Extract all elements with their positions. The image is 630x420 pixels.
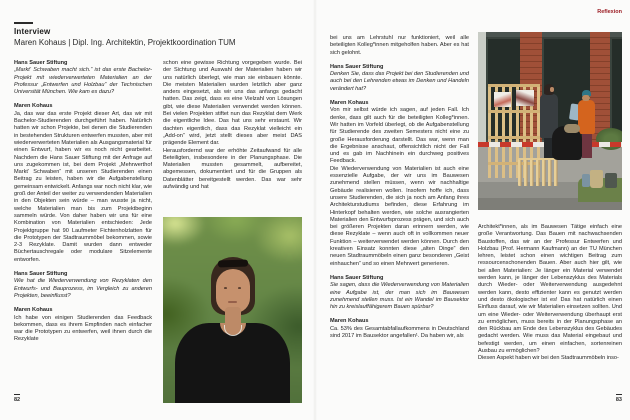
person-face: [550, 87, 554, 92]
interview-answer: Die Wiederverwendung von Materialien ist auch eine essenzielle Aufgabe, der wir uns im Bauwesen zunehmend stellen müssen, wenn wir nachhaltige Gebäude realisieren wollen. Insofern hoffe ich, dass unsere Studierenden, die sich ja noch am Anfang ihres Architekturstudiums befinden, diese Erfahrung im Hinterkopf behalten werden, wie solche ausrangierten Materialien den Entwurfsprozess prägen, und sich auch bei größeren Projekten daran erinnern werden, wie diese Rezyklate – wenn auch oft in vollkommen neuer Funktion – weiterverwendet werden können. Durch den kreativen Einsatz konnten diese „alten Dinge“ den neuen Stadtraummöbeln einen ganz besonderen „Geist einhauchen“ und so einen Mehrwert generieren.: [330, 165, 469, 267]
person-legs: [582, 134, 592, 158]
poster: [516, 90, 534, 106]
interview-question: Sie sagen, dass die Wiederverwendung von Materialien eine Aufgabe ist, der man sich im Bauwesen zunehmend stellen muss. Ist ein Wandel im Bausektor hin zu kreislauffähigerem Bauen spürbar?: [330, 282, 469, 311]
interview-answer: Ich habe von einigen Studierenden das Feedback bekommen, dass es ihrem Empfinden nach einfacher war die Prototypen zu entwerfen, weil ihnen durch die Rezyklate: [14, 314, 152, 343]
kicker-rule: [14, 22, 33, 24]
interview-question: „Markt‘ Schwaben macht sich.“ ist das erste Bachelor-Projekt mit wiederverwerteten Materialien an der Professur „Entwerfen und Holzbau“ der Technischen Universität München. Wie kam es dazu?: [14, 67, 152, 96]
interview-answer: Herausfordernd war der erhöhte Zeitaufwand für alle Beteiligten, insbesondere in der Planungsphase. Die Materialien mussten gesammelt, aufbereitet, abgemessen, dokumentiert und für die Gruppen als Datenblätter bereitgestellt werden. Das war sehr aufwändig und hat: [163, 147, 302, 191]
bag: [590, 170, 603, 188]
speaker-name: Maren Kohaus: [330, 318, 369, 325]
poster: [494, 92, 511, 107]
page-number-right: [616, 394, 622, 403]
text-column-left-1: [14, 60, 152, 392]
bag: [605, 173, 617, 188]
interview-kicker: Interview: [14, 27, 51, 36]
page-number-left: [14, 394, 20, 403]
interview-answer: bei uns am Lehrstuhl nur funktioniert, weil alle beteiligten Kolleg*innen mitgeholfen haben. Aber es hat sich gelohnt.: [330, 35, 469, 56]
page-number-value: 83: [615, 396, 622, 403]
portrait-mouth: [228, 301, 237, 303]
bag: [582, 174, 590, 187]
center-fold-divider: [313, 0, 317, 420]
speaker-name: Hans Sauer Stiftung: [14, 271, 68, 278]
scene-photo: [478, 32, 622, 210]
text-column-left-2: [163, 60, 302, 212]
portrait-eye: [224, 287, 227, 289]
wooden-bench: [518, 158, 560, 186]
speaker-name: Hans Sauer Stiftung: [14, 60, 68, 66]
interview-question: Denken Sie, dass das Projekt bei den Studierenden und auch bei den Lehrenden etwas im Denken und Handeln verändert hat?: [330, 71, 469, 92]
interview-byline: Maren Kohaus | Dipl. Ing. Architektin, Projektkoordination TUM: [14, 38, 236, 47]
portrait-photo: [163, 217, 302, 403]
interview-answer: Von mir selbst würde ich sagen, auf jeden Fall. Ich denke, dass gilt auch für die beteiligten Kolleg*innen. Wir hatten im Vorfeld überlegt, ob die Aufgabenstellung für Studierende des zweiten Semesters nicht eine zu große Herausforderung darstellt. Das war, wenn man die Ergebnisse anschaut, offensichtlich nicht der Fall und es gab im Nachhinein ein durchweg positives Feedback.: [330, 107, 469, 165]
interview-answer: Architekt*innen, als im Bauwesen Tätige einfach eine große Verantwortung. Das Bauen mit nachwachsenden Baustoffen, das wir an der Professur Entwerfen und Holzbau (Prof. Hermann Kaufmann) an der TU München lehren, leistet schon einen wichtigen Beitrag zum ressourcenschonenden Bauen. Aber auch hier gilt, wie bei allen Materialien: Je länger ein Material verwendet werden kann, je länger der Lebenszyklus des Materials durch Wieder- oder Weiterverwendung ausgedehnt werden kann, desto effizienter kann es genutzt werden und desto ökologischer ist es! Das hat natürlich einen Einfluss darauf, wie wir Materialien einsetzen sollten. Und um eine Wieder- oder Weiterverwendung überhaupt erst zu ermöglichen, muss bereits in der Planungsphase an den Rückbau am Ende des Lebenszyklus des Gebäudes gedacht werden. Wie muss das Material eingebaut und befestigt werden, um einen einfachen, sortenreinen Ausbau zu ermöglichen?: [478, 224, 622, 355]
text-column-right-1: [330, 35, 469, 391]
interview-answer: Ja, das war das erste Projekt dieser Art, das wir mit Bachelor-Studierenden durchgeführt haben. Natürlich hatten wir schon Projekte, bei denen die Studierenden in bestehenden Strukturen entwerfen mussten, aber mit wiederverwerteten Materialien als Ausgangsmaterial für einen Entwurf, haben wir es noch nicht gearbeitet. Nachdem die Hans Sauer Stiftung mit der Anfrage auf uns zugekommen ist, bei dem Projekt „Mehrwerthof Markt‘ Schwaben“ mit unseren Studierenden einen Beitrag zu leisten, haben wir die Aufgabenstellung gemeinsam entwickelt. Anfangs war noch nicht klar, wie groß der Anteil der weiter zu verwendenden Materialien in den Objekten sein würde – man wusste ja nicht, welche Materialien man bis zum Projektbeginn sammeln würde. Von daher haben wir uns für eine Kombination von Materialien entschieden: Jede Projektgruppe hat 90 Laufmeter Fichtenholzlatten für die Prototypen der Stadtraummöbel bekommen, sowie 2-3 Rezyklate. Damit wurden dann entweder Büchertauschregale oder modulare Sitzelemente entworfen.: [14, 110, 152, 263]
speaker-name: Hans Sauer Stiftung: [330, 274, 384, 281]
light-wall: [478, 32, 486, 144]
speaker-name: Maren Kohaus: [330, 100, 369, 107]
portrait-eye: [238, 287, 241, 289]
page-number-value: 82: [14, 396, 21, 403]
page-right: [315, 0, 630, 420]
page-number-rule: [616, 394, 622, 395]
interview-answer: Diesen Aspekt haben wir bei den Stadtraummöbeln inso-: [478, 355, 619, 362]
interview-answer: Ca. 53% des Gesamtabfallaufkommens in Deutschland sind 2017 im Bausektor angefallen¹. Da haben wir, als: [330, 325, 469, 339]
interview-question: Wie hat die Wiederverwendung von Rezyklaten den Entwurfs- und Bauprozess, im Vergleich zu anderen Projekten, beeinflusst?: [14, 278, 152, 299]
speaker-name: Maren Kohaus: [14, 307, 53, 314]
sunglasses: [218, 259, 248, 267]
person-face: [582, 95, 590, 101]
interview-answer: schon eine gewisse Richtung vorgegeben wurde. Bei der Sichtung und Auswahl der Materialien haben wir uns natürlich überlegt, wie man sie einbauen könnte. Die meisten Materialien wurden letztlich aber ganz anders eingesetzt, als wir uns das anfangs gedacht hatten. Das zeigt, dass es eine Vielzahl von Lösungen gibt, wie diese Materialien verwendet werden können. Bei vielen Projekten stiftet nun das Rezyklat dem Werk die eigentliche Idee. Das hat uns sehr erstaunt. Wir dachten eigentlich, dass das Rezyklat vielleicht ein „Add-on“ wird, jetzt stellt dieses aber meist DAS prägende Element dar.: [163, 60, 302, 147]
fur-hood: [564, 124, 580, 133]
speaker-name: Maren Kohaus: [14, 103, 53, 110]
window-pane: [610, 37, 622, 140]
text-column-right-2: [478, 224, 622, 392]
person-orange-jacket: [578, 100, 595, 134]
page-number-rule: [14, 394, 20, 395]
speaker-name: Hans Sauer Stiftung: [330, 63, 384, 70]
section-label: Reflexion: [597, 9, 622, 15]
